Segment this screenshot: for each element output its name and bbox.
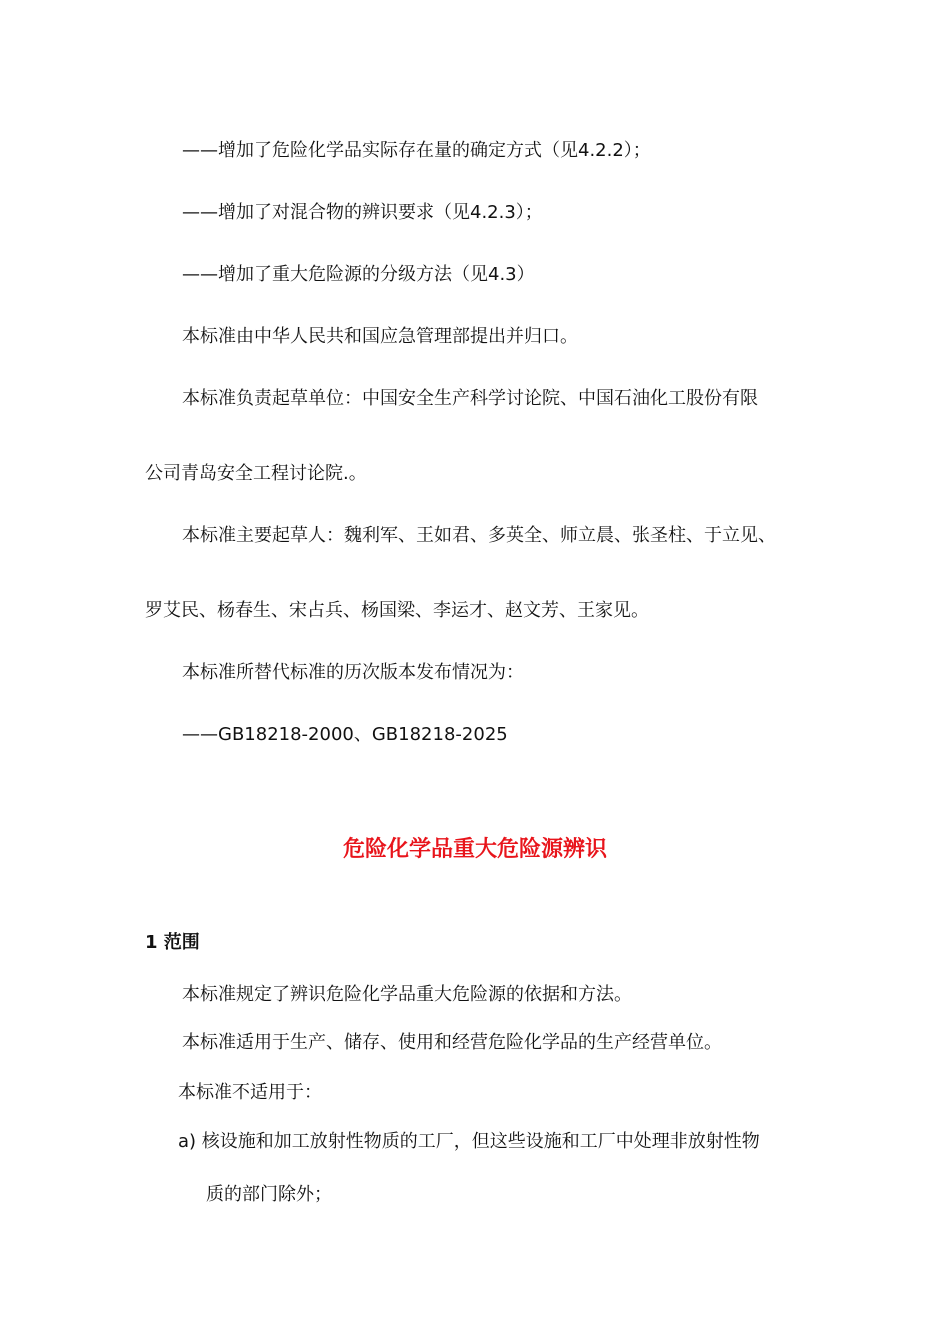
preface-line-8: 罗艾民、杨春生、宋占兵、杨国梁、李运才、赵文芳、王家见。 (145, 600, 649, 621)
section-heading: 1 范围 (145, 932, 200, 953)
section-paragraph-3: 本标准不适用于： (178, 1082, 322, 1103)
document-title: 危险化学品重大危险源辨识 (342, 837, 607, 862)
preface-line-6: 公司青岛安全工程讨论院.。 (145, 463, 367, 484)
preface-line-7: 本标准主要起草人：魏利军、王如君、多英全、师立晨、张圣柱、于立见、 (182, 525, 776, 546)
preface-line-9: 本标准所替代标准的历次版本发布情况为： (182, 662, 524, 683)
preface-line-5: 本标准负责起草单位：中国安全生产科学讨论院、中国石油化工股份有限 (182, 388, 758, 409)
section-paragraph-2: 本标准适用于生产、储存、使用和经营危险化学品的生产经营单位。 (182, 1032, 722, 1053)
preface-line-1: ——增加了危险化学品实际存在量的确定方式（见4.2.2）； (182, 140, 651, 161)
section-list-item-a: a) 核设施和加工放射性物质的工厂，但这些设施和工厂中处理非放射性物 (178, 1131, 760, 1152)
preface-line-4: 本标准由中华人民共和国应急管理部提出并归口。 (182, 326, 578, 347)
section-paragraph-1: 本标准规定了辨识危险化学品重大危险源的依据和方法。 (182, 984, 632, 1005)
preface-line-10: ——GB18218-2000、GB18218-2025 (182, 724, 508, 745)
preface-line-2: ——增加了对混合物的辨识要求（见4.2.3）； (182, 202, 543, 223)
section-list-item-a-cont: 质的部门除外； (206, 1184, 332, 1205)
preface-line-3: ——增加了重大危险源的分级方法（见4.3） (182, 264, 535, 285)
